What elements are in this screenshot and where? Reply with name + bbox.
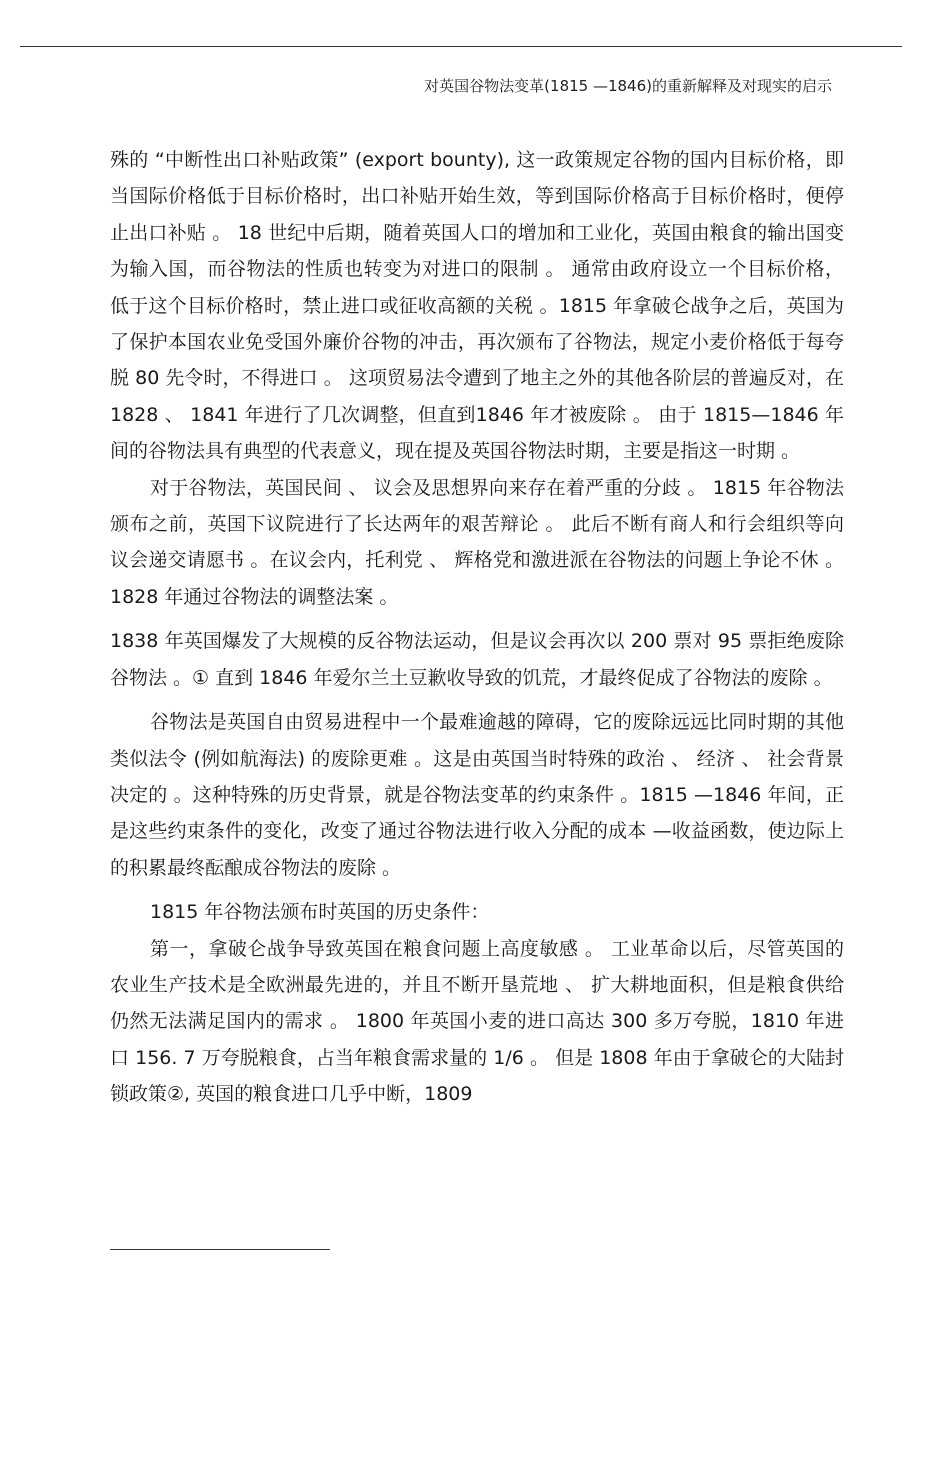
paragraph-5: 1815 年谷物法颁布时英国的历史条件： [150,901,490,924]
footnote-rule [110,1249,330,1250]
paragraph-1: 殊的 “中断性出口补贴政策” (export bounty), 这一政策规定谷物的国内目标价格，即当国际价格低于目标价格时，出口补贴开始生效，等到国际价格高于目标价格时，便停止出口补贴 。 18 世纪中后期，随着英国人口的增加和工业化，英国由粮食的输出国变为输入国，而谷物法的性质也转变为对进口的限制 。 通常由政府设立一个目标价格，低于这个目标价格时，禁止进口或征收高额的关税 。1815 年拿破仑战争之后，英国为了保护本国农业免受国外廉价谷物的冲击，再次颁布了谷物法，规定小麦价格低于每夸脱 80 先令时，不得进口 。 这项贸易法令遭到了地主之外的其他各阶层的普遍反对，在 1828 、 1841 年进行了几次调整，但直到1846 年才被废除 。 由于 1815—1846 年间的谷物法具有典型的代表意义，现在提及英国谷物法时期，主要是指这一时期 。 [110,149,844,463]
paragraph-2: 对于谷物法，英国民间 、 议会及思想界向来存在着严重的分歧 。 1815 年谷物法颁布之前，英国下议院进行了长达两年的艰苦辩论 。 此后不断有商人和行会组织等向议会递交请愿书 。在议会内，托利党 、 辉格党和激进派在谷物法的问题上争论不休 。1828 年通过谷物法的调整法案 。 [110,476,844,608]
paragraph-4: 谷物法是英国自由贸易进程中一个最难逾越的障碍，它的废除远远比同时期的其他类似法令 (例如航海法) 的废除更难 。这是由英国当时特殊的政治 、 经济 、 社会背景决定的 。这种特殊的历史背景，就是谷物法变革的约束条件 。1815 —1846 年间，正是这些约束条件的变化，改变了通过谷物法进行收入分配的成本 —收益函数，使边际上的积累最终酝酿成谷物法的废除 。 [110,711,844,879]
paragraph-3: 1838 年英国爆发了大规模的反谷物法运动，但是议会再次以 200 票对 95 票拒绝废除谷物法 。① 直到 1846 年爱尔兰土豆歉收导致的饥荒，才最终促成了谷物法的废除 。 [110,630,844,689]
running-header: 对英国谷物法变革(1815 —1846)的重新解释及对现实的启示 [424,77,832,95]
body-text [110,142,844,1121]
header-rule [20,46,902,47]
paragraph-6: 第一，拿破仑战争导致英国在粮食问题上高度敏感 。 工业革命以后，尽管英国的农业生产技术是全欧洲最先进的，并且不断开垦荒地 、 扩大耕地面积，但是粮食供给仍然无法满足国内的需求 。 1800 年英国小麦的进口高达 300 多万夸脱，1810 年进口 156. 7 万夸脱粮食，占当年粮食需求量的 1/6 。 但是 1808 年由于拿破仑的大陆封锁政策②, 英国的粮食进口几乎中断，1809 [110,937,844,1106]
